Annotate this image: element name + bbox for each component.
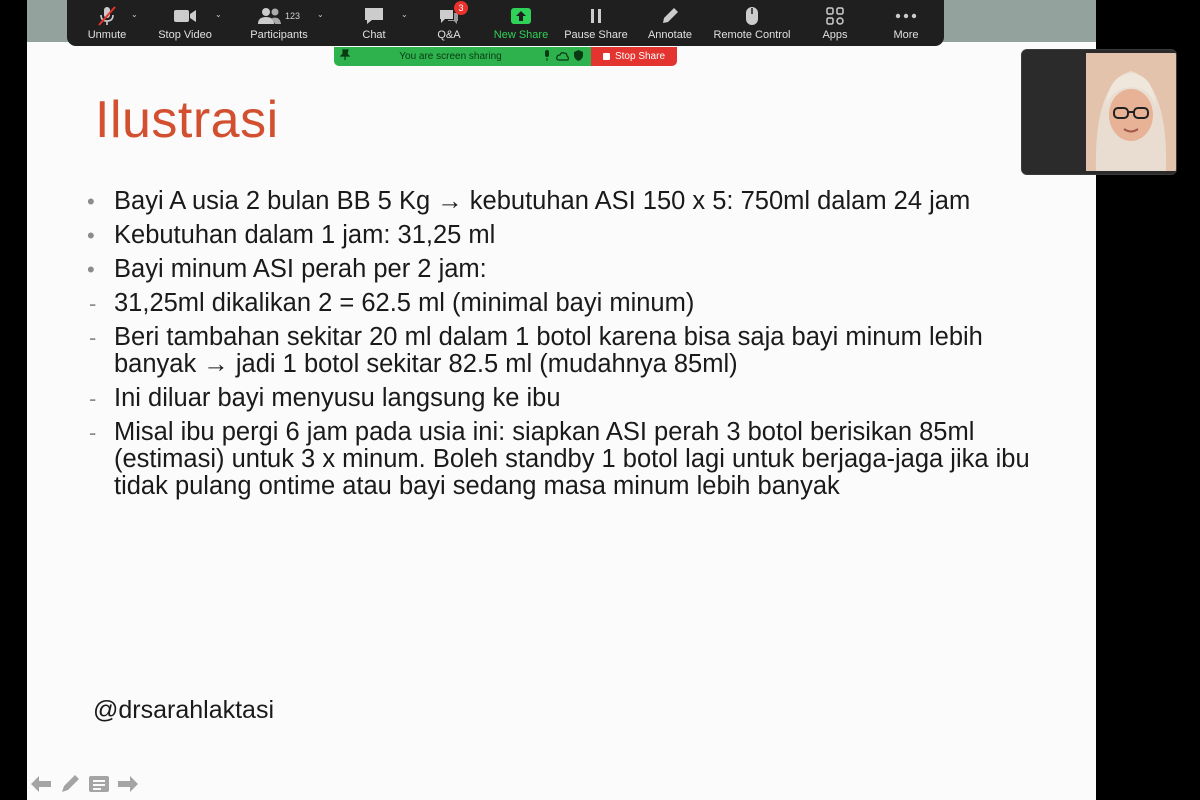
sub-bullet-item: - Ini diluar bayi menyusu langsung ke ibu bbox=[89, 384, 561, 412]
new-share-arrow-icon bbox=[510, 3, 532, 29]
chat-button[interactable]: ⌄ Chat bbox=[335, 0, 413, 46]
chat-bubble-icon bbox=[363, 3, 385, 29]
pencil-icon bbox=[660, 3, 680, 29]
microphone-icon bbox=[543, 48, 551, 66]
previous-slide-icon[interactable] bbox=[29, 772, 52, 795]
sub-bullet-item: - Beri tambahan sekitar 20 ml dalam 1 botol karena bisa saja bayi minum lebih banyak → jadi 1 botol sekitar 82.5 ml (mudahnya 85ml) bbox=[89, 323, 983, 378]
unmute-button[interactable]: ⌄ Unmute bbox=[67, 0, 147, 46]
bullet-dash: - bbox=[89, 291, 97, 316]
annotate-button[interactable]: Annotate bbox=[635, 0, 705, 46]
participant-count: 123 bbox=[284, 11, 301, 21]
bullet-item: • Bayi minum ASI perah per 2 jam: bbox=[87, 255, 487, 283]
participants-button[interactable]: 123 ⌄ Participants bbox=[223, 0, 335, 46]
stop-icon bbox=[603, 53, 610, 60]
screen-sharing-bar[interactable] bbox=[334, 47, 591, 66]
sharing-status-text: You are screen sharing bbox=[399, 51, 502, 62]
bullet-item: • Kebutuhan dalam 1 jam: 31,25 ml bbox=[87, 221, 496, 249]
pin-icon bbox=[340, 48, 350, 66]
participant-video[interactable] bbox=[1021, 49, 1177, 175]
bullet-dash: - bbox=[89, 325, 97, 350]
qa-button[interactable]: 3 Q&A bbox=[413, 0, 485, 46]
bullet-dot: • bbox=[87, 189, 95, 214]
bullet-item: • Bayi A usia 2 bulan BB 5 Kg → kebutuhan ASI 150 x 5: 750ml dalam 24 jam bbox=[87, 187, 971, 215]
meeting-toolbar bbox=[67, 0, 944, 46]
cloud-icon bbox=[556, 48, 569, 66]
chevron-down-icon[interactable]: ⌄ bbox=[317, 10, 324, 19]
pen-icon[interactable] bbox=[58, 772, 81, 795]
slide-title: Ilustrasi bbox=[95, 91, 279, 149]
stop-video-button[interactable]: ⌄ Stop Video bbox=[147, 0, 223, 46]
chevron-down-icon[interactable]: ⌄ bbox=[215, 10, 222, 19]
bullet-dash: - bbox=[89, 386, 97, 411]
author-handle: @drsarahlaktasi bbox=[93, 696, 275, 724]
participants-icon bbox=[258, 3, 300, 29]
pause-icon bbox=[587, 3, 605, 29]
remote-control-button[interactable]: Remote Control bbox=[705, 0, 799, 46]
sub-bullet-item: - Misal ibu pergi 6 jam pada usia ini: siapkan ASI perah 3 botol berisikan 85ml (estimasi) untuk 3 x minum. Boleh standby 1 botol lagi untuk berjaga-jaga jika ibu tidak pulang ontime atau bayi sedang masa minum lebih banyak bbox=[89, 418, 1030, 500]
slide-navigation bbox=[29, 772, 139, 795]
slide-menu-icon[interactable] bbox=[87, 772, 110, 795]
apps-icon bbox=[826, 3, 844, 29]
shared-slide bbox=[27, 0, 1096, 800]
bullet-dash: - bbox=[89, 420, 97, 445]
participant-video-feed bbox=[1086, 53, 1176, 171]
stop-share-button[interactable]: Stop Share bbox=[591, 47, 677, 66]
video-camera-icon bbox=[173, 3, 197, 29]
shield-icon bbox=[574, 48, 583, 66]
apps-button[interactable]: Apps bbox=[799, 0, 871, 46]
more-button[interactable]: More bbox=[871, 0, 941, 46]
more-dots-icon bbox=[895, 3, 917, 29]
mouse-icon bbox=[744, 3, 760, 29]
bullet-list bbox=[87, 188, 1037, 507]
bullet-dot: • bbox=[87, 257, 95, 282]
next-slide-icon[interactable] bbox=[116, 772, 139, 795]
chevron-down-icon[interactable]: ⌄ bbox=[131, 10, 138, 19]
sub-bullet-item: - 31,25ml dikalikan 2 = 62.5 ml (minimal bayi minum) bbox=[89, 289, 695, 317]
pause-share-button[interactable]: Pause Share bbox=[557, 0, 635, 46]
new-share-button[interactable]: New Share bbox=[485, 0, 557, 46]
chevron-down-icon[interactable]: ⌄ bbox=[401, 10, 408, 19]
qa-badge: 3 bbox=[454, 1, 468, 15]
microphone-muted-icon bbox=[96, 3, 118, 29]
bullet-dot: • bbox=[87, 223, 95, 248]
